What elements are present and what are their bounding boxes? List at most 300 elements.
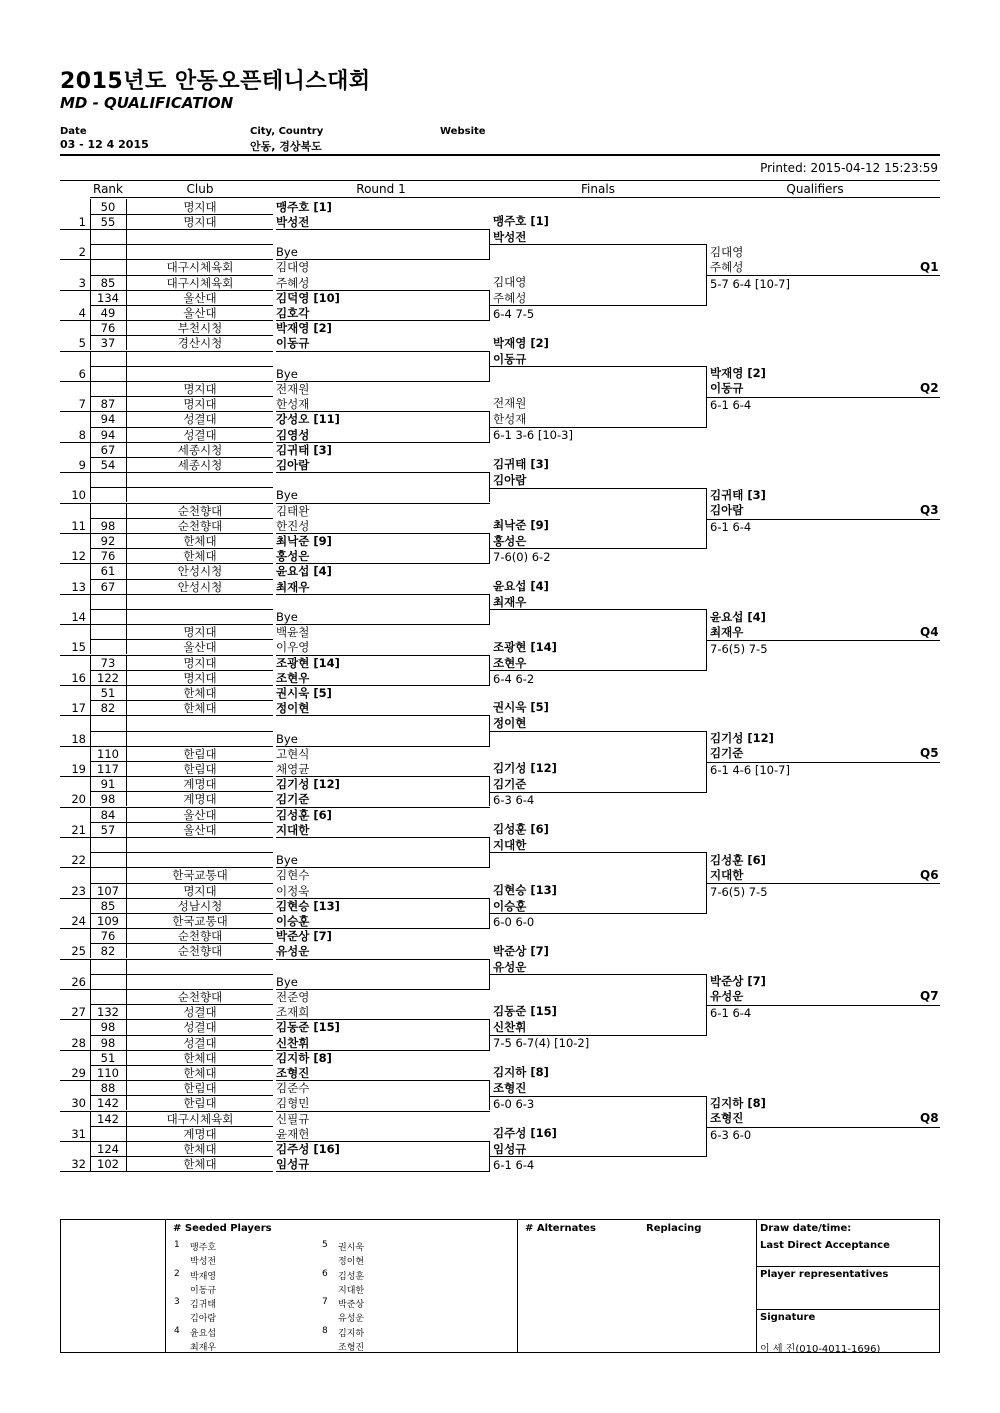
row-mid-divider <box>90 244 273 245</box>
player-name: 유성운 <box>276 944 310 959</box>
player-club: 울산대 <box>183 822 217 837</box>
player-name: 이승훈 <box>276 913 310 928</box>
player-name: 주혜성 <box>276 275 310 290</box>
player-rank: 49 <box>100 305 116 320</box>
player-name: 이정욱 <box>276 883 310 898</box>
player-club: 울산대 <box>183 305 217 320</box>
finals-winner-top: 김지하 [8] <box>493 1065 549 1080</box>
col-divider <box>126 959 127 989</box>
draw-number: 18 <box>71 731 86 746</box>
player-rank: 73 <box>100 655 116 670</box>
finals-winner-bottom: 이동규 <box>493 351 527 366</box>
player-name: 김동준 [15] <box>276 1020 340 1035</box>
finals-winner-bottom: 정이현 <box>493 716 527 731</box>
seeded-players-title: # Seeded Players <box>173 1223 272 1234</box>
player-rank: 91 <box>100 777 116 792</box>
row-mid-divider <box>90 487 273 488</box>
date-label: Date <box>60 126 87 137</box>
player-name: 조재희 <box>276 1005 310 1020</box>
round1-line <box>276 1171 490 1172</box>
player-rank: 142 <box>97 1096 119 1111</box>
col-divider <box>90 229 91 259</box>
player-name: Bye <box>276 731 298 746</box>
qualifier-score: 5-7 6-4 [10-7] <box>710 276 790 291</box>
player-club: 계명대 <box>183 777 217 792</box>
row-mid-divider <box>90 609 273 610</box>
qualifier-label: Q5 <box>920 746 939 761</box>
player-club: 한체대 <box>183 1065 217 1080</box>
player-name: 지대한 <box>276 822 310 837</box>
player-rank: 98 <box>100 518 116 533</box>
col-divider <box>126 715 127 745</box>
player-name: 임성규 <box>276 1157 310 1172</box>
city-value: 안동, 경상북도 <box>250 140 322 153</box>
footer-right-rule <box>939 1219 940 1353</box>
draw-number: 30 <box>71 1096 86 1111</box>
player-name: 김형민 <box>276 1096 310 1111</box>
round1-line <box>276 594 490 595</box>
player-name: 박재영 [2] <box>276 321 332 336</box>
player-club: 경산시청 <box>177 336 223 351</box>
draw-number: 25 <box>71 944 86 959</box>
draw-number: 21 <box>71 822 86 837</box>
finals-winner-bottom: 한성재 <box>493 412 527 427</box>
row-divider <box>60 472 273 473</box>
seed-player-a: 김귀태 <box>190 1300 217 1310</box>
col-divider <box>90 959 91 989</box>
player-club: 성결대 <box>183 427 217 442</box>
player-rank: 98 <box>100 1035 116 1050</box>
draw-number: 19 <box>71 761 86 776</box>
player-rank: 67 <box>100 442 116 457</box>
draw-number: 24 <box>71 913 86 928</box>
qualifier-name-top: 윤요섭 [4] <box>710 609 766 624</box>
player-name: 신찬휘 <box>276 1035 310 1050</box>
qualifier-score: 6-1 6-4 <box>710 1006 752 1021</box>
player-name: 김현수 <box>276 868 310 883</box>
seed-number: 2 <box>174 1268 180 1279</box>
player-club: 울산대 <box>183 640 217 655</box>
player-club: 명지대 <box>183 214 217 229</box>
finals-winner-bottom: 최재우 <box>493 594 527 609</box>
player-club: 순천향대 <box>177 944 223 959</box>
player-name: 전준영 <box>276 989 310 1004</box>
finals-winner-bottom: 김아람 <box>493 473 527 488</box>
player-name: 김덕영 [10] <box>276 290 340 305</box>
finals-winner-top: 맹주호 [1] <box>493 213 549 228</box>
round1-line <box>276 472 490 473</box>
player-club: 계명대 <box>183 1126 217 1141</box>
player-club: 세종시청 <box>177 442 223 457</box>
player-club: 명지대 <box>183 381 217 396</box>
player-club: 순천향대 <box>177 989 223 1004</box>
player-name: 이우영 <box>276 640 310 655</box>
player-rank: 109 <box>97 913 119 928</box>
player-rank: 107 <box>97 883 119 898</box>
draw-number: 13 <box>71 579 86 594</box>
col-divider <box>126 351 127 381</box>
player-club: 울산대 <box>183 807 217 822</box>
seed-player-a: 김성훈 <box>338 1271 365 1282</box>
player-name: 이동규 <box>276 336 310 351</box>
draw-number: 11 <box>71 518 86 533</box>
player-club: 대구시체육회 <box>166 275 234 290</box>
signature-label: Signature <box>760 1312 816 1323</box>
player-rank: 51 <box>100 685 116 700</box>
player-club: 명지대 <box>183 199 217 214</box>
player-club: 한체대 <box>183 533 217 548</box>
col-divider <box>90 715 91 745</box>
finals-line <box>490 366 707 367</box>
player-name: 김지하 [8] <box>276 1050 332 1065</box>
seed-player-b: 최재우 <box>190 1342 217 1353</box>
seed-number: 6 <box>322 1268 328 1279</box>
player-rank: 54 <box>100 457 116 472</box>
player-rank: 82 <box>100 944 116 959</box>
footer-left-rule <box>60 1219 61 1353</box>
col-header-rank: Rank <box>93 182 123 196</box>
qualifier-name-bottom: 지대한 <box>710 867 744 882</box>
finals-winner-top: 김현승 [13] <box>493 882 557 897</box>
player-name: 백윤철 <box>276 625 310 640</box>
player-club: 성결대 <box>183 1020 217 1035</box>
player-name: 채영균 <box>276 761 310 776</box>
qualifier-name-top: 박재영 [2] <box>710 366 766 381</box>
col-divider <box>90 351 91 381</box>
match-score: 6-1 6-4 <box>493 1157 535 1172</box>
player-name: 고현식 <box>276 746 310 761</box>
seed-player-a: 박재영 <box>190 1271 217 1282</box>
seed-player-b: 이동규 <box>190 1285 217 1296</box>
player-name: 김영성 <box>276 427 310 442</box>
qualifier-name-top: 김지하 [8] <box>710 1096 766 1110</box>
match-score: 6-3 6-4 <box>493 793 535 808</box>
col-header-club: Club <box>186 182 214 196</box>
player-name: 조현우 <box>276 670 310 685</box>
draw-number: 4 <box>78 305 86 320</box>
player-name: 한성재 <box>276 397 310 412</box>
finals-winner-bottom: 주혜성 <box>493 290 527 305</box>
draw-number: 2 <box>78 245 86 260</box>
player-name: 조광현 [14] <box>276 655 340 670</box>
finals-winner-bottom: 조형진 <box>493 1081 527 1096</box>
col-divider <box>90 624 91 654</box>
player-club: 부천시청 <box>177 321 223 336</box>
header-divider <box>60 154 940 156</box>
page-title: 2015년도 안동오픈테니스대회 <box>60 69 371 94</box>
draw-number: 31 <box>71 1126 86 1141</box>
row-divider <box>60 594 273 595</box>
player-club: 한체대 <box>183 1050 217 1065</box>
player-rank: 76 <box>100 321 116 336</box>
player-rank: 57 <box>100 822 116 837</box>
player-rank: 110 <box>97 1065 119 1080</box>
player-name: 강성오 [11] <box>276 412 340 427</box>
last-direct-acceptance-label: Last Direct Acceptance <box>760 1240 890 1251</box>
qualifier-label: Q8 <box>920 1111 939 1125</box>
player-club: 한체대 <box>183 685 217 700</box>
player-rank: 122 <box>97 670 119 685</box>
col-divider <box>90 472 91 502</box>
qualifier-score: 6-1 6-4 <box>710 398 752 413</box>
printed-timestamp: Printed: 2015-04-12 15:23:59 <box>760 161 938 175</box>
finals-winner-top: 윤요섭 [4] <box>493 578 549 593</box>
qualifier-score: 7-6(5) 7-5 <box>710 884 768 899</box>
seed-number: 5 <box>322 1240 328 1250</box>
qualifier-name-bottom: 김아람 <box>710 503 744 517</box>
col-header-qualifiers: Qualifiers <box>786 182 844 196</box>
qualifier-label: Q7 <box>920 989 939 1004</box>
finals-winner-top: 권시욱 [5] <box>493 700 549 715</box>
player-name: 김태완 <box>276 503 310 518</box>
seed-player-b: 지대한 <box>338 1285 365 1296</box>
player-club: 명지대 <box>183 670 217 685</box>
player-name: 최낙준 [9] <box>276 533 332 548</box>
player-name: 김아람 <box>276 457 310 472</box>
player-rank: 98 <box>100 792 116 807</box>
player-name: 박준상 [7] <box>276 929 332 944</box>
round1-line <box>276 837 490 838</box>
player-club: 한림대 <box>183 746 217 761</box>
date-value: 03 - 12 4 2015 <box>60 138 149 151</box>
player-club: 한림대 <box>183 1081 217 1096</box>
player-club: 한국교통대 <box>172 913 228 928</box>
player-name: 정이현 <box>276 701 310 716</box>
player-name: 윤요섭 [4] <box>276 564 332 579</box>
player-name: Bye <box>276 488 298 503</box>
player-club: 명지대 <box>183 625 217 640</box>
qualifier-label: Q2 <box>920 381 939 396</box>
player-club: 한체대 <box>183 549 217 564</box>
player-club: 한체대 <box>183 701 217 716</box>
qualifier-name-bottom: 이동규 <box>710 381 744 396</box>
col-divider <box>126 229 127 259</box>
qualifier-name-bottom: 김기준 <box>710 746 744 761</box>
qualifier-label: Q3 <box>920 503 939 517</box>
alternates-title: # Alternates <box>525 1223 596 1234</box>
round1-line <box>276 715 490 716</box>
player-name: 권시욱 [5] <box>276 685 332 700</box>
player-club: 명지대 <box>183 655 217 670</box>
player-club: 명지대 <box>183 883 217 898</box>
match-score: 7-6(0) 6-2 <box>493 549 551 564</box>
draw-number: 1 <box>78 214 86 229</box>
player-name: 김호각 <box>276 305 310 320</box>
col-divider <box>90 837 91 867</box>
draw-number: 23 <box>71 883 86 898</box>
footer-top-rule <box>60 1219 940 1220</box>
draw-number: 28 <box>71 1035 86 1050</box>
row-divider <box>60 715 273 716</box>
website-label: Website <box>440 126 486 137</box>
player-name: Bye <box>276 609 298 624</box>
seed-player-a: 권시욱 <box>338 1243 365 1253</box>
qualifier-score: 6-1 4-6 [10-7] <box>710 763 790 778</box>
draw-number: 12 <box>71 549 86 564</box>
finals-winner-top: 박준상 [7] <box>493 943 549 958</box>
player-rank: 84 <box>100 807 116 822</box>
finals-winner-top: 김대영 <box>493 274 527 289</box>
player-rank: 55 <box>100 214 116 229</box>
qualifier-label: Q6 <box>920 867 939 882</box>
player-name: 전재원 <box>276 381 310 396</box>
finals-winner-top: 박재영 [2] <box>493 335 549 350</box>
row-divider <box>60 1171 273 1172</box>
player-name: Bye <box>276 245 298 260</box>
row-mid-divider <box>90 974 273 975</box>
qualifier-name-top: 김성훈 [6] <box>710 852 766 867</box>
qualifier-score: 6-3 6-0 <box>710 1128 752 1142</box>
player-name: 한진성 <box>276 518 310 533</box>
player-rank: 51 <box>100 1050 116 1065</box>
player-club: 안성시청 <box>177 579 223 594</box>
player-club: 한국교통대 <box>172 868 228 883</box>
player-name: 김귀태 [3] <box>276 442 332 457</box>
seed-player-a: 김지하 <box>338 1328 365 1339</box>
finals-line <box>490 609 707 610</box>
draw-number: 27 <box>71 1005 86 1020</box>
finals-winner-top: 김성훈 [6] <box>493 821 549 836</box>
player-name: 박성전 <box>276 214 310 229</box>
player-name: Bye <box>276 974 298 989</box>
player-rank: 37 <box>100 336 116 351</box>
player-name: 윤재헌 <box>276 1126 310 1141</box>
col-header-finals: Finals <box>581 182 615 196</box>
player-rank: 76 <box>100 929 116 944</box>
player-rank: 142 <box>97 1111 119 1126</box>
player-club: 한체대 <box>183 1141 217 1156</box>
player-club: 명지대 <box>183 397 217 412</box>
draw-number: 10 <box>71 488 86 503</box>
player-club: 순천향대 <box>177 503 223 518</box>
seed-player-b: 박성전 <box>190 1257 217 1267</box>
player-rank: 98 <box>100 1020 116 1035</box>
player-name: 김기성 [12] <box>276 777 340 792</box>
draw-number: 6 <box>78 366 86 381</box>
finals-winner-bottom: 이승훈 <box>493 898 527 913</box>
row-mid-divider <box>90 366 273 367</box>
finals-line <box>490 731 707 732</box>
player-name: 김현승 [13] <box>276 898 340 913</box>
finals-winner-bottom: 신찬휘 <box>493 1020 527 1035</box>
qualifier-name-top: 김귀태 [3] <box>710 488 766 502</box>
finals-line <box>490 974 707 975</box>
player-club: 순천향대 <box>177 518 223 533</box>
finals-winner-top: 김주성 [16] <box>493 1125 557 1140</box>
seed-player-a: 맹주호 <box>190 1243 217 1253</box>
finals-winner-bottom: 임성규 <box>493 1141 527 1156</box>
player-representatives-label: Player representatives <box>760 1269 889 1280</box>
qualifier-name-bottom: 조형진 <box>710 1111 744 1125</box>
player-rank: 124 <box>97 1141 119 1156</box>
draw-number: 5 <box>78 336 86 351</box>
finals-winner-bottom: 유성운 <box>493 959 527 974</box>
player-club: 한림대 <box>183 761 217 776</box>
player-name: Bye <box>276 853 298 868</box>
player-rank: 102 <box>97 1157 119 1172</box>
finals-winner-bottom: 지대한 <box>493 837 527 852</box>
finals-winner-bottom: 조현우 <box>493 655 527 670</box>
draw-number: 17 <box>71 701 86 716</box>
match-score: 6-1 3-6 [10-3] <box>493 428 573 443</box>
match-score: 6-4 6-2 <box>493 671 535 686</box>
player-name: 조형진 <box>276 1065 310 1080</box>
player-name: 홍성은 <box>276 549 310 564</box>
qualifier-score: 7-6(5) 7-5 <box>710 641 768 656</box>
finals-winner-top: 김동준 [15] <box>493 1004 557 1019</box>
player-rank: 94 <box>100 427 116 442</box>
city-label: City, Country <box>250 126 324 137</box>
qualifier-name-top: 박준상 [7] <box>710 974 766 989</box>
footer-divider <box>756 1309 940 1310</box>
player-rank: 67 <box>100 579 116 594</box>
player-rank: 82 <box>100 701 116 716</box>
finals-winner-top: 김기성 [12] <box>493 761 557 776</box>
player-rank: 85 <box>100 275 116 290</box>
col-divider <box>126 594 127 624</box>
player-rank: 92 <box>100 533 116 548</box>
player-club: 한림대 <box>183 1096 217 1111</box>
qualifier-name-bottom: 최재우 <box>710 624 744 639</box>
finals-winner-top: 김귀태 [3] <box>493 457 549 472</box>
player-name: 최재우 <box>276 579 310 594</box>
row-divider <box>60 229 273 230</box>
player-rank: 85 <box>100 898 116 913</box>
seed-number: 1 <box>174 1240 180 1250</box>
draw-number: 26 <box>71 974 86 989</box>
col-header-round1: Round 1 <box>356 182 406 196</box>
seed-player-b: 정이현 <box>338 1257 365 1267</box>
footer-divider <box>517 1219 518 1353</box>
qualifier-label: Q4 <box>920 624 939 639</box>
player-name: 신필규 <box>276 1111 310 1126</box>
player-rank: 134 <box>97 290 119 305</box>
player-rank: 76 <box>100 549 116 564</box>
match-score: 7-5 6-7(4) [10-2] <box>493 1036 590 1051</box>
player-name: 김준수 <box>276 1081 310 1096</box>
player-club: 성결대 <box>183 1005 217 1020</box>
footer-divider <box>756 1266 940 1267</box>
seed-player-b: 조형진 <box>338 1342 365 1353</box>
finals-line <box>490 852 707 853</box>
row-divider <box>60 351 273 352</box>
draw-number: 9 <box>78 457 86 472</box>
player-name: 김기준 <box>276 792 310 807</box>
finals-winner-bottom: 박성전 <box>493 229 527 244</box>
player-rank: 61 <box>100 564 116 579</box>
finals-line <box>490 488 707 489</box>
match-score: 6-0 6-0 <box>493 914 535 929</box>
row-mid-divider <box>90 852 273 853</box>
finals-winner-top: 조광현 [14] <box>493 639 557 654</box>
seed-number: 3 <box>174 1297 180 1307</box>
seed-player-b: 김아람 <box>190 1314 217 1324</box>
page-subtitle: MD - QUALIFICATION <box>60 94 234 112</box>
player-name: 김주성 [16] <box>276 1141 340 1156</box>
player-club: 세종시청 <box>177 457 223 472</box>
player-club: 대구시체육회 <box>166 1111 234 1126</box>
player-club: 순천향대 <box>177 929 223 944</box>
round1-line <box>276 959 490 960</box>
player-rank: 94 <box>100 412 116 427</box>
finals-line <box>490 244 707 245</box>
player-club: 대구시체육회 <box>166 260 234 275</box>
player-club: 성결대 <box>183 412 217 427</box>
row-divider <box>60 959 273 960</box>
footer-divider <box>165 1219 166 1353</box>
player-rank: 88 <box>100 1081 116 1096</box>
match-score: 6-0 6-3 <box>493 1097 535 1112</box>
